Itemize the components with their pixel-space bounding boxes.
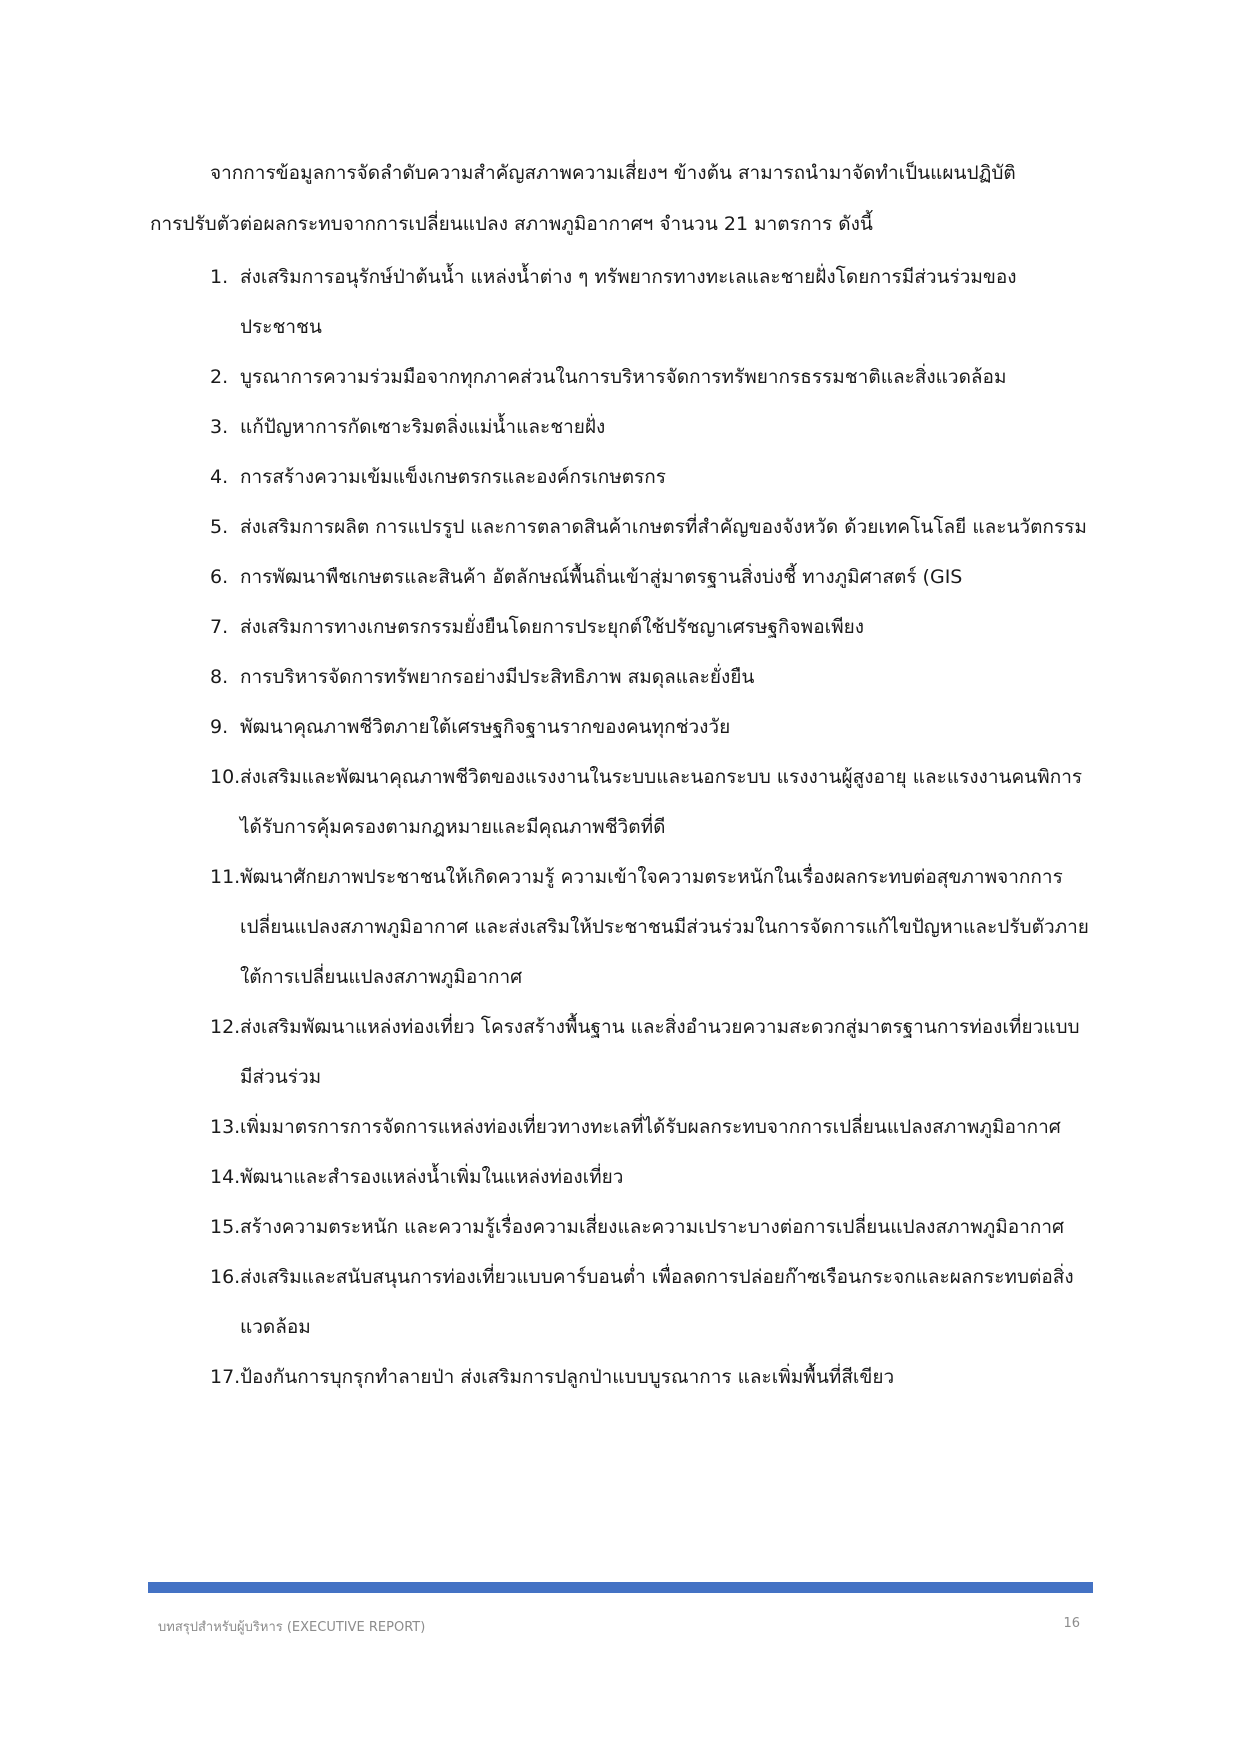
list-item-number: 7. xyxy=(210,616,229,638)
footer-divider-bar xyxy=(148,1582,1093,1593)
list-item-number: 2. xyxy=(210,366,229,388)
list-item-text: พัฒนาคุณภาพชีวิตภายใต้เศรษฐกิจฐานรากของคนทุกช่วงวัย xyxy=(240,716,731,738)
list-item-text: เพิ่มมาตรการการจัดการแหล่งท่องเที่ยวทางทะเลที่ได้รับผลกระทบจากการเปลี่ยนแปลงสภาพภูมิอากาศ xyxy=(240,1116,1061,1138)
list-item xyxy=(210,402,1090,452)
list-item-number: 12. xyxy=(210,1016,241,1038)
page-number: 16 xyxy=(1063,1616,1080,1631)
measures-list xyxy=(210,252,1090,1402)
list-item-number: 8. xyxy=(210,666,229,688)
list-item-number: 11. xyxy=(210,866,241,888)
list-item-text: พัฒนาและสำรองแหล่งน้ำเพิ่มในแหล่งท่องเที่ยว xyxy=(240,1166,624,1188)
list-item-number: 9. xyxy=(210,716,229,738)
list-item xyxy=(210,1102,1090,1152)
list-item-text: ส่งเสริมการผลิต การแปรรูป และการตลาดสินค้าเกษตรที่สำคัญของจังหวัด ด้วยเทคโนโลยี และนวัตกรรม xyxy=(240,516,1087,538)
list-item xyxy=(210,702,1090,752)
intro-line-2: การปรับตัวต่อผลกระทบจากการเปลี่ยนแปลง สภาพภูมิอากาศฯ จำนวน 21 มาตรการ ดังนี้ xyxy=(150,213,873,235)
list-item-number: 4. xyxy=(210,466,229,488)
list-item-text: การสร้างความเข้มแข็งเกษตรกรและองค์กรเกษตรกร xyxy=(240,466,666,488)
list-item-text: การพัฒนาพืชเกษตรและสินค้า อัตลักษณ์พื้นถิ่นเข้าสู่มาตรฐานสิ่งบ่งชี้ ทางภูมิศาสตร์ (GIS xyxy=(240,566,963,588)
list-item-text: การบริหารจัดการทรัพยากรอย่างมีประสิทธิภาพ สมดุลและยั่งยืน xyxy=(240,666,755,688)
list-item-number: 16. xyxy=(210,1266,241,1288)
list-item xyxy=(210,1002,1090,1102)
list-item-text: พัฒนาศักยภาพประชาชนให้เกิดความรู้ ความเข้าใจความตระหนักในเรื่องผลกระทบต่อสุขภาพจากการเปลี่ยนแปลงสภาพภูมิอากาศ และส่งเสริมให้ประชาชนมีส่วนร่วมในการจัดการแก้ไขปัญหาและปรับตัวภายใต้การเปลี่ยนแปลงสภาพภูมิอากาศ xyxy=(240,866,1089,988)
list-item-number: 6. xyxy=(210,566,229,588)
list-item xyxy=(210,752,1090,852)
list-item-text: สร้างความตระหนัก และความรู้เรื่องความเสี่ยงและความเปราะบางต่อการเปลี่ยนแปลงสภาพภูมิอากาศ xyxy=(240,1216,1065,1238)
list-item-number: 5. xyxy=(210,516,229,538)
list-item xyxy=(210,1202,1090,1252)
footer-title: บทสรุปสำหรับผู้บริหาร (EXECUTIVE REPORT) xyxy=(158,1620,426,1635)
list-item-number: 10. xyxy=(210,766,241,788)
list-item xyxy=(210,602,1090,652)
list-item xyxy=(210,502,1090,552)
list-item-text: ส่งเสริมการอนุรักษ์ป่าต้นน้ำ แหล่งน้ำต่าง ๆ ทรัพยากรทางทะเลและชายฝั่งโดยการมีส่วนร่วมของประชาชน xyxy=(240,266,1017,338)
list-item-text: ส่งเสริมและพัฒนาคุณภาพชีวิตของแรงงานในระบบและนอกระบบ แรงงานผู้สูงอายุ และแรงงานคนพิการได้รับการคุ้มครองตามกฎหมายและมีคุณภาพชีวิตที่ดี xyxy=(240,766,1083,838)
list-item-number: 3. xyxy=(210,416,229,438)
list-item-text: ส่งเสริมการทางเกษตรกรรมยั่งยืนโดยการประยุกต์ใช้ปรัชญาเศรษฐกิจพอเพียง xyxy=(240,616,865,638)
list-item-text: บูรณาการความร่วมมือจากทุกภาคส่วนในการบริหารจัดการทรัพยากรธรรมชาติและสิ่งแวดล้อม xyxy=(240,366,1007,388)
list-item-number: 1. xyxy=(210,266,229,288)
list-item-text: ป้องกันการบุกรุกทำลายป่า ส่งเสริมการปลูกป่าแบบบูรณาการ และเพิ่มพื้นที่สีเขียว xyxy=(240,1366,895,1388)
list-item xyxy=(210,1352,1090,1402)
list-item xyxy=(210,852,1090,1002)
list-item-number: 13. xyxy=(210,1116,241,1138)
list-item-number: 14. xyxy=(210,1166,241,1188)
list-item-text: แก้ปัญหาการกัดเซาะริมตลิ่งแม่น้ำและชายฝั่ง xyxy=(240,416,606,438)
list-item xyxy=(210,652,1090,702)
list-item-text: ส่งเสริมและสนับสนุนการท่องเที่ยวแบบคาร์บอนต่ำ เพื่อลดการปล่อยก๊าซเรือนกระจกและผลกระทบต่อสิ่งแวดล้อม xyxy=(240,1266,1074,1338)
list-item xyxy=(210,252,1090,352)
list-item xyxy=(210,1252,1090,1352)
list-item xyxy=(210,452,1090,502)
list-item xyxy=(210,1152,1090,1202)
intro-line-1: จากการข้อมูลการจัดลำดับความสำคัญสภาพความเสี่ยงฯ ข้างต้น สามารถนำมาจัดทำเป็นแผนปฏิบัติ xyxy=(210,162,1016,184)
intro-paragraph xyxy=(150,148,1090,250)
list-item xyxy=(210,552,1090,602)
list-item xyxy=(210,352,1090,402)
list-item-number: 15. xyxy=(210,1216,241,1238)
list-item-number: 17. xyxy=(210,1366,241,1388)
list-item-text: ส่งเสริมพัฒนาแหล่งท่องเที่ยว โครงสร้างพื้นฐาน และสิ่งอำนวยความสะดวกสู่มาตรฐานการท่องเที่ยวแบบมีส่วนร่วม xyxy=(240,1016,1080,1088)
